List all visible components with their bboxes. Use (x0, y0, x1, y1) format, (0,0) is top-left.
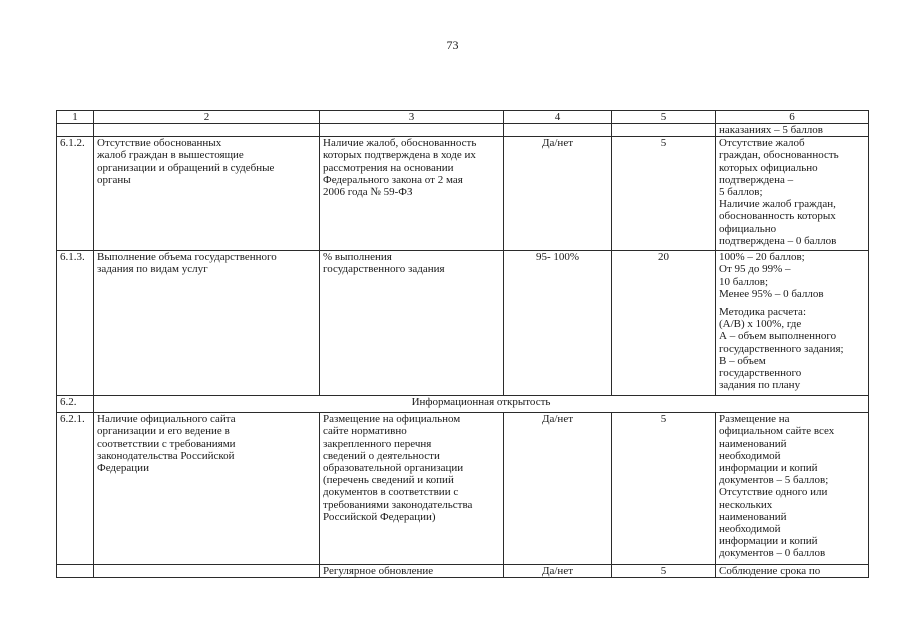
measure-line: которых подтверждена в ходе их (323, 149, 476, 162)
criterion-line: наказаниях – 5 баллов (719, 124, 823, 136)
measure-line: % выполнения (323, 251, 392, 264)
method-line: государственного (719, 367, 802, 380)
criterion-cell (716, 565, 869, 578)
section-title: Информационная открытость (94, 396, 869, 413)
criterion-line: наименований (719, 437, 787, 450)
header-cell: 2 (94, 111, 320, 124)
criterion-line: подтверждена – (719, 173, 794, 186)
indicator-cell (94, 565, 320, 578)
criterion-line: Отсутствие жалоб (719, 137, 805, 150)
criterion-line: Соблюдение срока по (719, 565, 821, 578)
page-number: 73 (446, 38, 459, 52)
indicator-line: задания по видам услуг (97, 263, 208, 276)
score-cell: 5 (612, 137, 716, 251)
method-line: задания по плану (719, 379, 801, 392)
indicator-line: организации и его ведение в (97, 425, 230, 438)
criterion-cell (716, 413, 869, 565)
table-header-row (57, 111, 869, 124)
header-cell: 1 (57, 111, 94, 124)
criterion-line: Размещение на (719, 413, 790, 426)
row-number (57, 565, 94, 578)
criterion-line: Отсутствие одного или (719, 486, 828, 499)
section-number: 6.2. (57, 396, 94, 413)
indicator-line: Отсутствие обоснованных (97, 137, 222, 150)
cell-unit (504, 124, 612, 137)
indicator-line: Федерации (97, 462, 149, 475)
measure-line: 2006 года № 59-ФЗ (323, 186, 413, 199)
indicator-line: Наличие официального сайта (97, 413, 236, 426)
measure-line: сайте нормативно (323, 425, 407, 438)
header-cell: 3 (320, 111, 504, 124)
cell-num (57, 124, 94, 137)
row-number: 6.2.1. (57, 413, 94, 565)
measure-line: Регулярное обновление (323, 565, 434, 578)
measure-line: Размещение на официальном (323, 413, 461, 426)
criterion-line: Менее 95% – 0 баллов (719, 287, 824, 300)
criterion-line: наименований (719, 510, 787, 523)
indicator-line: Выполнение объема государственного (97, 251, 277, 264)
unit-cell: Да/нет (504, 565, 612, 578)
measure-line: требованиями законодательства (323, 498, 473, 511)
measure-line: рассмотрения на основании (323, 161, 454, 174)
table-row-6-1-2 (57, 137, 869, 251)
method-line: Методика расчета: (719, 306, 806, 319)
criterion-line: подтверждена – 0 баллов (719, 234, 837, 247)
cell-score (612, 124, 716, 137)
measure-line: Федерального закона от 2 мая (323, 173, 463, 186)
cell-indicator (94, 124, 320, 137)
criterion-line: официальном сайте всех (719, 425, 835, 438)
header-cell: 6 (716, 111, 869, 124)
criterion-line: обоснованность которых (719, 210, 836, 223)
measure-cell (320, 251, 504, 396)
criterion-line: официально (719, 222, 777, 235)
criterion-line: информации и копий (719, 535, 818, 548)
section-row-6-2 (57, 396, 869, 413)
criterion-line: которых официально (719, 161, 818, 174)
measure-line: Наличие жалоб, обоснованность (323, 137, 477, 150)
unit-cell: 95- 100% (504, 251, 612, 396)
header-cell: 4 (504, 111, 612, 124)
measure-line: сведений о деятельности (323, 449, 440, 462)
cell-criterion (716, 124, 869, 137)
criterion-line: 5 баллов; (719, 186, 763, 199)
table-row-6-2-1-update (57, 565, 869, 578)
table-row-6-1-3 (57, 251, 869, 396)
score-cell: 5 (612, 565, 716, 578)
indicator-line: органы (97, 173, 131, 186)
criterion-line: необходимой (719, 523, 781, 536)
indicator-cell (94, 137, 320, 251)
table-row-continuation (57, 124, 869, 137)
evaluation-table (56, 110, 869, 578)
method-line: государственного задания; (719, 342, 844, 355)
unit-cell: Да/нет (504, 413, 612, 565)
criterion-line: информации и копий (719, 462, 818, 475)
criterion-line: необходимой (719, 449, 781, 462)
score-cell: 20 (612, 251, 716, 396)
indicator-line: жалоб граждан в вышестоящие (97, 149, 244, 162)
method-line: А – объем выполненного (719, 330, 837, 343)
criterion-cell (716, 251, 869, 396)
method-line: В – объем (719, 354, 766, 367)
indicator-cell (94, 251, 320, 396)
criterion-line: 100% – 20 баллов; (719, 251, 805, 264)
criterion-cell (716, 137, 869, 251)
indicator-line: организации и обращений в судебные (97, 161, 275, 174)
measure-line: закрепленного перечня (323, 437, 432, 450)
measure-cell (320, 565, 504, 578)
criterion-line: нескольких (719, 498, 773, 511)
criterion-line: граждан, обоснованность (719, 149, 839, 162)
measure-line: государственного задания (323, 263, 445, 276)
table-row-6-2-1 (57, 413, 869, 565)
criterion-line: Наличие жалоб граждан, (719, 198, 836, 211)
indicator-line: законодательства Российской (97, 449, 235, 462)
measure-line: образовательной организации (323, 462, 464, 475)
unit-cell: Да/нет (504, 137, 612, 251)
criterion-line: 10 баллов; (719, 275, 769, 288)
measure-line: (перечень сведений и копий (323, 474, 454, 487)
indicator-cell (94, 413, 320, 565)
criterion-line: документов – 0 баллов (719, 547, 826, 560)
row-number: 6.1.3. (57, 251, 94, 396)
indicator-line: соответствии с требованиями (97, 437, 236, 450)
cell-measure (320, 124, 504, 137)
method-line: (А/В) х 100%, где (719, 318, 802, 331)
measure-cell (320, 137, 504, 251)
criterion-line: От 95 до 99% – (719, 263, 791, 276)
row-number: 6.1.2. (57, 137, 94, 251)
header-cell: 5 (612, 111, 716, 124)
criterion-line: документов – 5 баллов; (719, 474, 829, 487)
score-cell: 5 (612, 413, 716, 565)
measure-line: документов в соответствии с (323, 486, 459, 499)
measure-cell (320, 413, 504, 565)
measure-line: Российской Федерации) (323, 510, 436, 523)
